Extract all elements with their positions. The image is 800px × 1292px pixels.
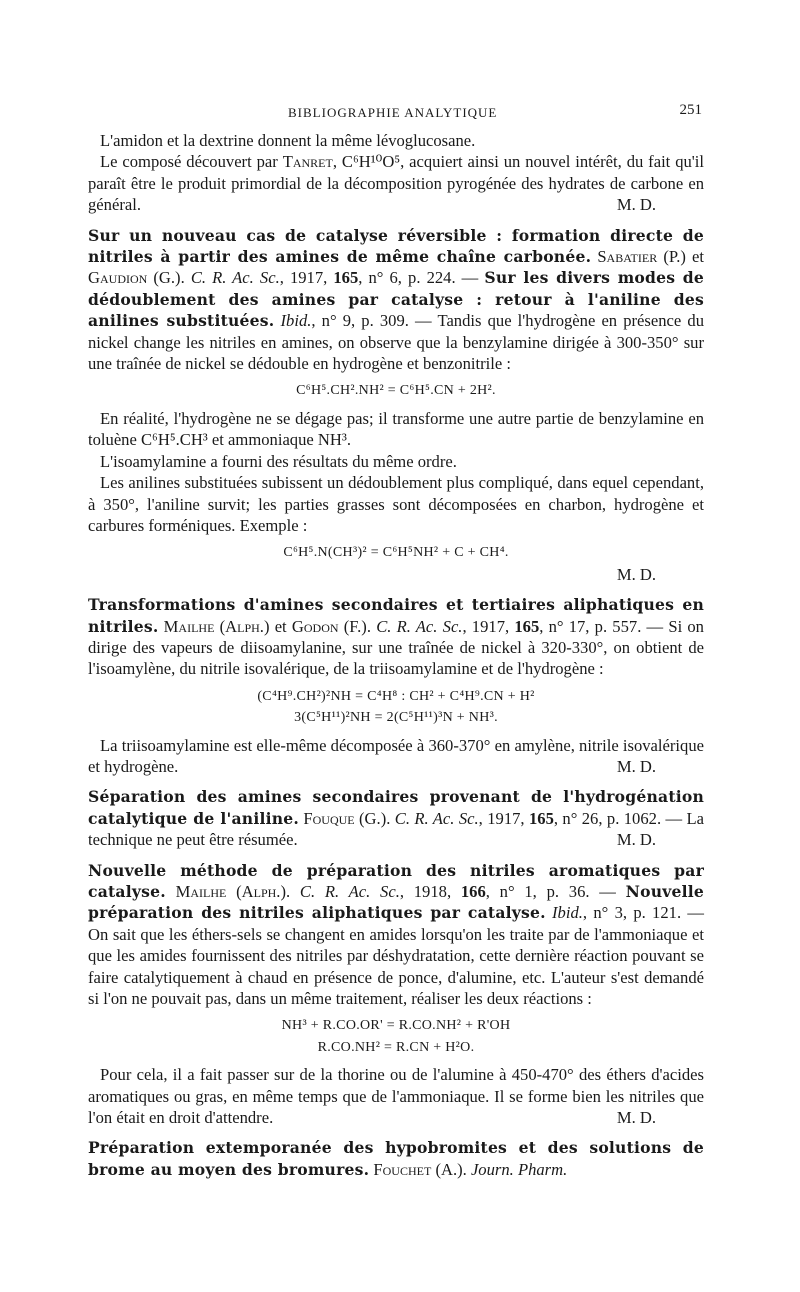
article-entry: Séparation des amines secondaires provenant de l'hydrogénation catalytique de l'aniline. Fouque (G.). C. R. Ac. Sc., 1917, 165, n° 26, p. 1062. — La technique ne peut être résumée. M. D. xyxy=(88,787,704,850)
paragraph: Pour cela, il a fait passer sur de la thorine ou de l'alumine à 450-470° des éthers d'acides aromatiques ou gras, en même temps que de l'ammoniaque. Il se forme bien les nitriles que l'on était en droit d'attendre. M. D. xyxy=(88,1065,704,1128)
paragraph: En réalité, l'hydrogène ne se dégage pas; il transforme une autre partie de benzylamine en toluène C⁶H⁵.CH³ et ammoniaque NH³. xyxy=(88,408,704,450)
equation: C⁶H⁵.CH².NH² = C⁶H⁵.CN + 2H². xyxy=(296,383,496,399)
author-name: Fouque xyxy=(303,808,355,828)
volume-number: 165 xyxy=(514,616,540,636)
running-title: BIBLIOGRAPHIE ANALYTIQUE xyxy=(288,105,498,120)
page-number: 251 xyxy=(679,102,702,118)
article-entry: Transformations d'amines secondaires et tertiaires aliphatiques en nitriles. Mailhe (Alph.) et Godon (F.). C. R. Ac. Sc., 1917, 165, n° 17, p. 557. — Si on dirige des vapeurs de diisoamylanine, sur une traînée de nickel à 320-330°, on obtient de l'isoamylène, du nitrile isovalérique, de la triisoamylamine et de l'hydrogène : xyxy=(88,595,704,679)
article-title: Sur les divers modes de dédoublement des amines par catalyse : retour à l'aniline des anilines substituées. xyxy=(88,268,704,331)
paragraph: La triisoamylamine est elle-même décomposée à 360-370° en amylène, nitrile isovalérique et hydrogène. M. D. xyxy=(88,735,704,776)
author-name: Gaudion xyxy=(88,268,148,288)
journal-name: Journ. Pharm. xyxy=(470,1159,568,1179)
article-title: Sur un nouveau cas de catalyse réversible : formation directe de nitriles à partir des amines de même chaîne carbonée. xyxy=(88,225,704,267)
article-title: Nouvelle méthode de préparation des nitriles aromatiques par catalyse. xyxy=(88,860,704,901)
paragraph: L'isoamylamine a fourni des résultats du même ordre. xyxy=(100,451,457,471)
running-header xyxy=(88,100,704,124)
volume-number: 165 xyxy=(333,268,359,288)
article-entry: Sur un nouveau cas de catalyse réversible : formation directe de nitriles à partir des amines de même chaîne carbonée. Sabatier (P.) et Gaudion (G.). C. R. Ac. Sc., 1917, 165, n° 6, p. 224. — Sur les divers modes de dédoublement des amines par catalyse : retour à l'aniline des anilines substituées. Ibid., n° 9, p. 309. — Tandis que l'hydrogène en présence du nickel change les nitriles en amines, on observe que la benzylamine dirigée à 300-350° sur une traînée de nickel se dédouble en hydrogène et benzonitrile : xyxy=(88,225,704,374)
author-name: Mailhe xyxy=(163,616,215,636)
author-name: Godon xyxy=(291,616,339,636)
journal-name: C. R. Ac. Sc. xyxy=(190,268,280,288)
equation: NH³ + R.CO.OR' = R.CO.NH² + R'OH xyxy=(281,1018,511,1034)
volume-number: 165 xyxy=(528,808,554,828)
article-title: Transformations d'amines secondaires et tertiaires aliphatiques en nitriles. xyxy=(88,595,704,636)
equation: C⁶H⁵.N(CH³)² = C⁶H⁵NH² + C + CH⁴. xyxy=(283,545,509,561)
signature: M. D. xyxy=(616,564,656,584)
article-entry: Nouvelle méthode de préparation des nitriles aromatiques par catalyse. Mailhe (Alph.). C. R. Ac. Sc., 1918, 166, n° 1, p. 36. — Nouvelle préparation des nitriles aliphatiques par catalyse. Ibid., n° 3, p. 121. — On sait que les éthers-sels se changent en amides lorsqu'on les traite par de l'ammoniaque et que les amides fournissent des nitriles par déshydratation, cette dernière réaction pouvant se faire catalytiquement à chaud en présence de ponce, d'alumine, etc. L'auteur s'est demandé si l'on ne pouvait pas, dans un même traitement, réaliser les deux réactions : xyxy=(88,860,704,1009)
journal-name: C. R. Ac. Sc. xyxy=(376,616,463,636)
ibid: Ibid. xyxy=(552,903,583,923)
signature: M. D. xyxy=(616,756,656,776)
article-title: Préparation extemporanée des hypobromites et des solutions de brome au moyen des bromures. xyxy=(88,1138,704,1179)
equation: 3(C⁵H¹¹)²NH = 2(C⁵H¹¹)³N + NH³. xyxy=(294,710,498,726)
article-entry: Préparation extemporanée des hypobromites et des solutions de brome au moyen des bromures. Fouchet (A.). Journ. Pharm. xyxy=(88,1138,704,1179)
paragraph: Le composé découvert par Tanret, C⁶H¹⁰O⁵, acquiert ainsi un nouvel intérêt, du fait qu'il paraît être le produit primordial de la décomposition pyrogénée des hydrates de carbone en général. M. D. xyxy=(88,152,704,215)
document-page xyxy=(88,100,704,1180)
signature: M. D. xyxy=(616,830,656,850)
author-name: Fouchet xyxy=(373,1159,432,1179)
paragraph: Les anilines substituées subissent un dédoublement plus compliqué, dans equel cependant, à 350°, l'aniline survit; les parties grasses sont décomposées en charbon, hydrogène et carbures forméniques. Exemple : xyxy=(88,473,704,535)
author-name: Sabatier xyxy=(597,247,658,267)
equation: (C⁴H⁹.CH²)²NH = C⁴H⁸ : CH² + C⁴H⁹.CN + H² xyxy=(257,688,535,704)
volume-number: 166 xyxy=(460,882,486,901)
equation: R.CO.NH² = R.CN + H²O. xyxy=(317,1039,475,1055)
author-name: Mailhe xyxy=(175,882,227,901)
journal-name: C. R. Ac. Sc. xyxy=(394,808,479,828)
ibid: Ibid. xyxy=(280,311,312,331)
signature: M. D. xyxy=(616,195,656,215)
journal-name: C. R. Ac. Sc. xyxy=(299,882,400,901)
paragraph: L'amidon et la dextrine donnent la même lévoglucosane. xyxy=(100,131,476,150)
author-name: Tanret xyxy=(282,152,333,172)
article-title: Nouvelle préparation des nitriles aliphatiques par catalyse. xyxy=(88,882,704,923)
signature: M. D. xyxy=(616,1108,656,1128)
article-title: Séparation des amines secondaires provenant de l'hydrogénation catalytique de l'aniline. xyxy=(88,787,704,828)
